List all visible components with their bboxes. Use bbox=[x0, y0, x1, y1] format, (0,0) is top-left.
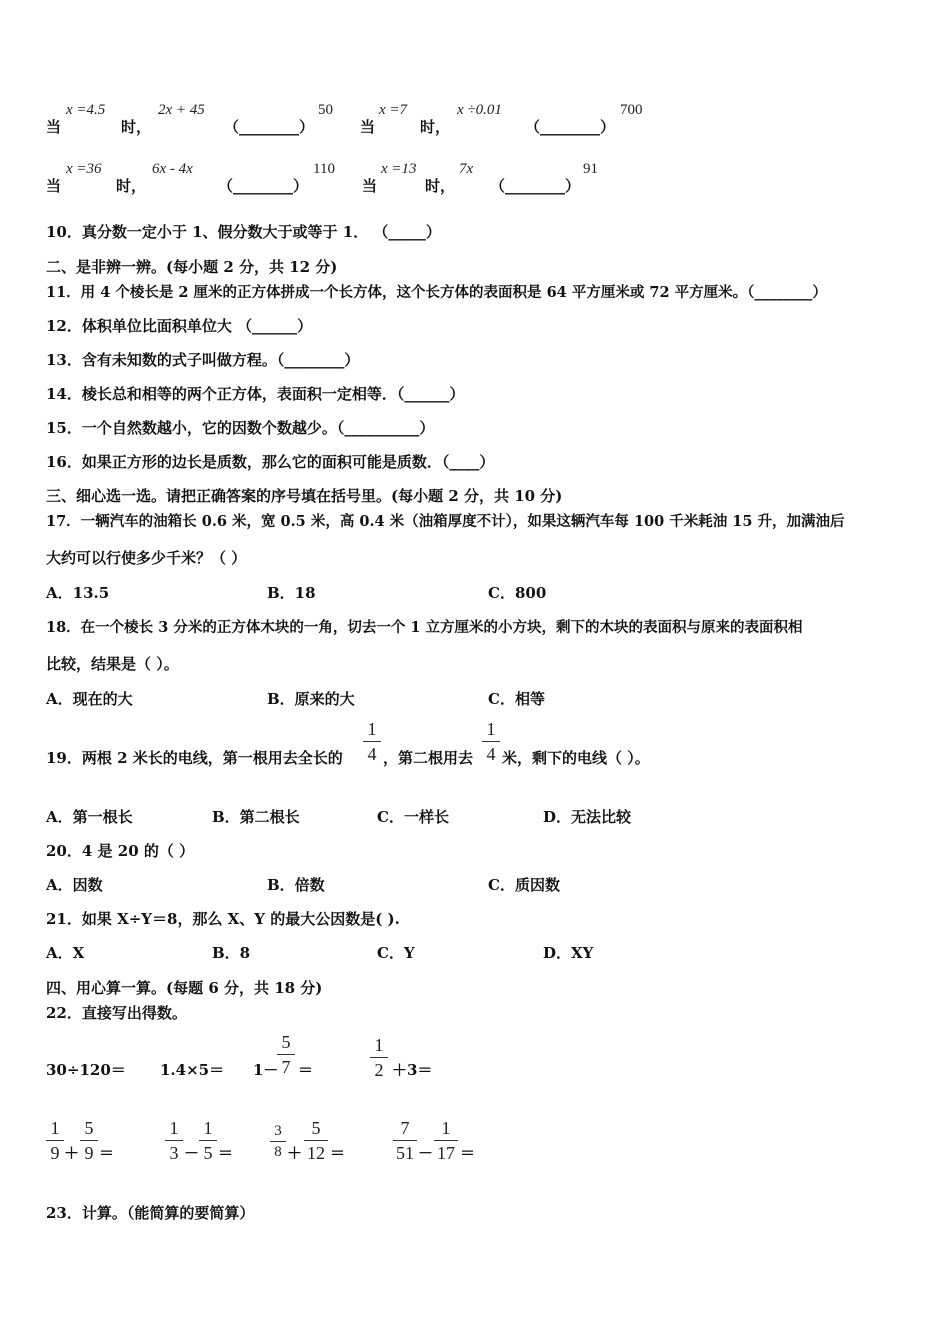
fraction-denominator: 7 bbox=[281, 1057, 291, 1077]
fraction-denominator: 9 bbox=[50, 1143, 60, 1163]
calc-expression-3-equals: ＝ bbox=[298, 1061, 314, 1079]
fraction-denominator: 4 bbox=[367, 744, 377, 764]
fraction-denominator: 9 bbox=[84, 1143, 94, 1163]
fraction-denominator: 5 bbox=[203, 1143, 213, 1163]
question-20-option-a[interactable]: A．因数 bbox=[46, 876, 103, 894]
question-18-line-2: 比较，结果是（ ）。 bbox=[46, 655, 179, 673]
question-13: 13．含有未知数的式子叫做方程。（________） bbox=[46, 351, 360, 369]
calc-row2-a-fraction-2 bbox=[79, 1118, 99, 1163]
fraction-numerator: 1 bbox=[367, 719, 377, 739]
fraction-numerator: 7 bbox=[400, 1118, 410, 1138]
calc-row2-b-operator: － bbox=[184, 1144, 200, 1162]
question-19-fraction-1 bbox=[362, 719, 382, 764]
calc-expression-4-fraction bbox=[369, 1035, 389, 1080]
calc-row2-d-operator: － bbox=[418, 1144, 434, 1162]
question-12: 12．体积单位比面积单位大 （______） bbox=[46, 317, 313, 335]
calc-row2-a-fraction-1 bbox=[45, 1118, 65, 1163]
calc-row2-b-fraction-2 bbox=[198, 1118, 218, 1163]
fraction-bar bbox=[270, 1141, 286, 1142]
fraction-numerator: 1 bbox=[441, 1118, 451, 1138]
row1-b-condition: x =7 bbox=[379, 102, 408, 118]
fraction-numerator: 1 bbox=[374, 1035, 384, 1055]
fraction-denominator: 51 bbox=[396, 1143, 414, 1163]
calc-row2-d-equals: ＝ bbox=[460, 1144, 476, 1162]
calc-row2-b-fraction-1 bbox=[164, 1118, 184, 1163]
section-4-heading: 四、用心算一算。(每题 6 分，共 18 分) bbox=[46, 979, 323, 997]
row1-b-value: 700 bbox=[620, 102, 643, 118]
question-21-option-a[interactable]: A．X bbox=[46, 944, 85, 962]
question-18-option-b[interactable]: B．原来的大 bbox=[267, 690, 355, 708]
fraction-bar bbox=[46, 1140, 64, 1141]
question-21-option-d[interactable]: D．XY bbox=[543, 944, 594, 962]
row2-b-dang: 当 bbox=[362, 177, 378, 195]
fraction-denominator: 3 bbox=[169, 1143, 179, 1163]
row2-b-blank[interactable]: （________） bbox=[490, 177, 581, 195]
calc-expression-3-prefix: 1－ bbox=[253, 1061, 279, 1079]
row1-b-dang: 当 bbox=[360, 118, 376, 136]
fraction-numerator: 1 bbox=[486, 719, 496, 739]
calc-expression-4-rest: ＋3＝ bbox=[392, 1061, 433, 1079]
fraction-bar bbox=[363, 741, 381, 742]
question-15: 15．一个自然数越小，它的因数个数越少。（__________） bbox=[46, 419, 435, 437]
row1-a-condition: x =4.5 bbox=[66, 102, 106, 118]
fraction-bar bbox=[434, 1140, 458, 1141]
section-3-heading: 三、细心选一选。请把正确答案的序号填在括号里。(每小题 2 分，共 10 分) bbox=[46, 487, 563, 505]
question-23: 23．计算。（能简算的要简算） bbox=[46, 1204, 255, 1222]
question-20: 20．4 是 20 的（ ） bbox=[46, 842, 195, 860]
question-20-option-b[interactable]: B．倍数 bbox=[267, 876, 325, 894]
fraction-denominator: 2 bbox=[374, 1060, 384, 1080]
calc-expression-3-fraction bbox=[276, 1032, 296, 1077]
question-17-option-a[interactable]: A．13.5 bbox=[46, 584, 110, 602]
row2-a-blank[interactable]: （________） bbox=[218, 177, 309, 195]
row2-a-condition: x =36 bbox=[66, 161, 102, 177]
row1-a-expression: 2x + 45 bbox=[158, 102, 205, 118]
fraction-bar bbox=[277, 1054, 295, 1055]
question-19-option-a[interactable]: A．第一根长 bbox=[46, 808, 133, 826]
calc-expression-2: 1.4×5＝ bbox=[160, 1061, 225, 1079]
calc-row2-c-fraction-2 bbox=[303, 1118, 329, 1163]
question-17-option-c[interactable]: C．800 bbox=[488, 584, 547, 602]
row2-b-value: 91 bbox=[583, 161, 598, 177]
question-17-line-2: 大约可以行使多少千米？（ ） bbox=[46, 549, 247, 567]
fraction-bar bbox=[165, 1140, 183, 1141]
question-19-part-3: 米，剩下的电线（ ）。 bbox=[502, 749, 650, 767]
question-19-part-1: 19．两根 2 米长的电线，第一根用去全长的 bbox=[46, 749, 343, 767]
row2-a-value: 110 bbox=[313, 161, 335, 177]
question-10: 10．真分数一定小于 1、假分数大于或等于 1． （_____） bbox=[46, 223, 441, 241]
question-21: 21．如果 X÷Y＝8，那么 X、Y 的最大公因数是( ). bbox=[46, 910, 400, 928]
calc-row2-b-equals: ＝ bbox=[218, 1144, 234, 1162]
row1-b-shi: 时， bbox=[420, 118, 451, 136]
section-2-heading: 二、是非辨一辨。(每小题 2 分，共 12 分) bbox=[46, 258, 338, 276]
calc-row2-c-equals: ＝ bbox=[330, 1144, 346, 1162]
question-22: 22．直接写出得数。 bbox=[46, 1004, 187, 1022]
row2-b-expression: 7x bbox=[459, 161, 474, 177]
question-19-option-d[interactable]: D．无法比较 bbox=[543, 808, 632, 826]
fraction-denominator: 17 bbox=[437, 1143, 455, 1163]
question-16: 16．如果正方形的边长是质数，那么它的面积可能是质数．（____） bbox=[46, 453, 495, 471]
row2-b-condition: x =13 bbox=[381, 161, 417, 177]
fraction-bar bbox=[80, 1140, 98, 1141]
fraction-numerator: 1 bbox=[50, 1118, 60, 1138]
row1-a-blank[interactable]: （________） bbox=[224, 118, 315, 136]
row2-a-shi: 时， bbox=[116, 177, 147, 195]
row1-a-shi: 时， bbox=[121, 118, 152, 136]
row1-b-expression: x ÷0.01 bbox=[457, 102, 502, 118]
question-18-line-1: 18．在一个棱长 3 分米的正方体木块的一角，切去一个 1 立方厘米的小方块，剩下的木块的表面积与原来的表面积相 bbox=[46, 619, 803, 636]
row2-b-shi: 时， bbox=[425, 177, 456, 195]
question-19-fraction-2 bbox=[481, 719, 501, 764]
fraction-bar bbox=[370, 1057, 388, 1058]
calc-row2-a-equals: ＝ bbox=[99, 1144, 115, 1162]
row1-a-dang: 当 bbox=[46, 118, 62, 136]
fraction-bar bbox=[482, 741, 500, 742]
question-20-option-c[interactable]: C．质因数 bbox=[488, 876, 560, 894]
question-19-option-b[interactable]: B．第二根长 bbox=[212, 808, 300, 826]
fraction-numerator: 3 bbox=[274, 1123, 282, 1139]
calc-expression-1: 30÷120＝ bbox=[46, 1061, 126, 1079]
calc-row2-c-fraction-1 bbox=[269, 1123, 287, 1160]
row2-a-expression: 6x - 4x bbox=[152, 161, 193, 177]
calc-row2-c-operator: ＋ bbox=[287, 1144, 303, 1162]
fraction-bar bbox=[393, 1140, 417, 1141]
question-21-option-c[interactable]: C．Y bbox=[377, 944, 415, 962]
question-11: 11．用 4 个棱长是 2 厘米的正方体拼成一个长方体，这个长方体的表面积是 64 平方厘米或 72 平方厘米。（________） bbox=[46, 284, 827, 301]
calc-row2-d-fraction-2 bbox=[433, 1118, 459, 1163]
question-21-option-b[interactable]: B．8 bbox=[212, 944, 251, 962]
row1-b-blank[interactable]: （________） bbox=[525, 118, 616, 136]
calc-row2-d-fraction-1 bbox=[392, 1118, 418, 1163]
fraction-denominator: 12 bbox=[307, 1143, 325, 1163]
fraction-denominator: 4 bbox=[486, 744, 496, 764]
fraction-numerator: 1 bbox=[203, 1118, 213, 1138]
question-14: 14．棱长总和相等的两个正方体，表面积一定相等．（______） bbox=[46, 385, 465, 403]
fraction-bar bbox=[199, 1140, 217, 1141]
fraction-numerator: 5 bbox=[84, 1118, 94, 1138]
question-18-option-a[interactable]: A．现在的大 bbox=[46, 690, 133, 708]
fraction-bar bbox=[304, 1140, 328, 1141]
question-19-option-c[interactable]: C．一样长 bbox=[377, 808, 449, 826]
question-17-option-b[interactable]: B．18 bbox=[267, 584, 316, 602]
question-17-line-1: 17．一辆汽车的油箱长 0.6 米，宽 0.5 米，高 0.4 米（油箱厚度不计），如果这辆汽车每 100 千米耗油 15 升，加满油后 bbox=[46, 513, 845, 530]
fraction-numerator: 1 bbox=[169, 1118, 179, 1138]
calc-row2-a-operator: ＋ bbox=[64, 1144, 80, 1162]
question-18-option-c[interactable]: C．相等 bbox=[488, 690, 545, 708]
question-19-part-2: ，第二根用去 bbox=[383, 749, 474, 767]
fraction-numerator: 5 bbox=[281, 1032, 291, 1052]
row1-a-value: 50 bbox=[318, 102, 333, 118]
fraction-numerator: 5 bbox=[311, 1118, 321, 1138]
row2-a-dang: 当 bbox=[46, 177, 62, 195]
fraction-denominator: 8 bbox=[274, 1144, 282, 1160]
